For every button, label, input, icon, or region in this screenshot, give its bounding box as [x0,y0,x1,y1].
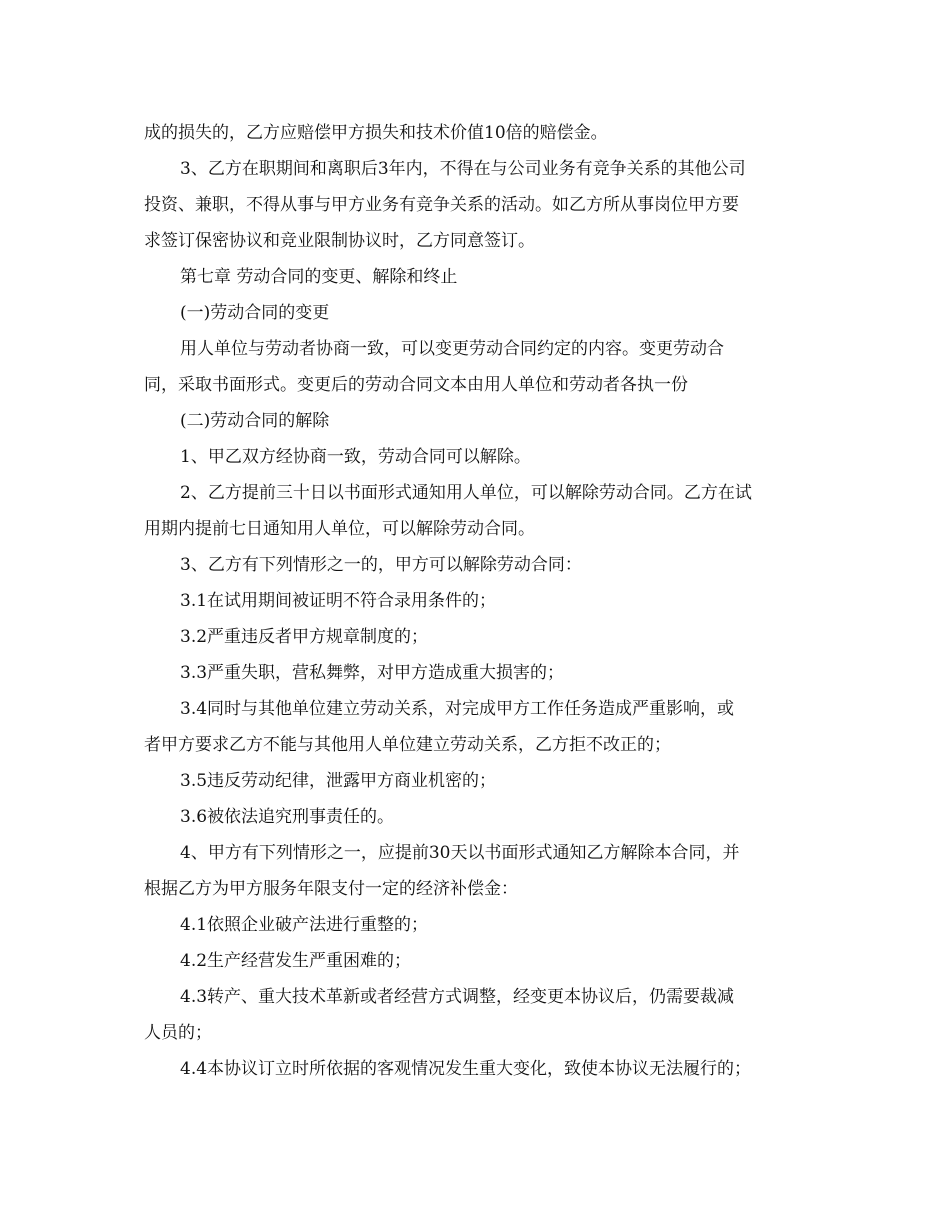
text-line: 成的损失的，乙方应赔偿甲方损失和技术价值10倍的赔偿金。 [144,123,608,143]
text-line: 2、乙方提前三十日以书面形式通知用人单位，可以解除劳动合同。乙方在试 [180,483,752,503]
text-line: 投资、兼职，不得从事与甲方业务有竞争关系的活动。如乙方所从事岗位甲方要 [144,195,739,215]
section-heading: (二)劳动合同的解除 [180,411,330,431]
list-item: 4.4本协议订立时所依据的客观情况发生重大变化，致使本协议无法履行的； [180,1059,752,1079]
text-line: 3、乙方在职期间和离职后3年内，不得在与公司业务有竞争关系的其他公司 [180,159,746,179]
list-item: 3.2严重违反者甲方规章制度的； [180,627,429,647]
list-item: 3.4同时与其他单位建立劳动关系，对完成甲方工作任务造成严重影响，或 [180,699,735,719]
document-body [144,115,808,1087]
text-line: 4、甲方有下列情形之一，应提前30天以书面形式通知乙方解除本合同，并 [180,843,740,863]
list-item: 3.1在试用期间被证明不符合录用条件的； [180,591,497,611]
text-line: 根据乙方为甲方服务年限支付一定的经济补偿金： [144,879,518,899]
list-item: 4.3转产、重大技术革新或者经营方式调整，经变更本协议后，仍需要裁减 [180,987,735,1007]
text-line: 用人单位与劳动者协商一致，可以变更劳动合同约定的内容。变更劳动合 [180,339,724,359]
list-item: 3.3严重失职，营私舞弊，对甲方造成重大损害的； [180,663,565,683]
section-heading: (一)劳动合同的变更 [180,303,330,323]
text-line: 人员的； [144,1023,212,1043]
text-line: 者甲方要求乙方不能与其他用人单位建立劳动关系，乙方拒不改正的； [144,735,671,755]
list-item: 3.6被依法追究刑事责任的。 [180,807,395,827]
text-line: 同，采取书面形式。变更后的劳动合同文本由用人单位和劳动者各执一份 [144,375,688,395]
text-line: 用期内提前七日通知用人单位，可以解除劳动合同。 [144,519,535,539]
list-item: 4.1依照企业破产法进行重整的； [180,915,429,935]
text-line: 1、甲乙双方经协商一致，劳动合同可以解除。 [180,447,531,467]
text-line: 3、乙方有下列情形之一的，甲方可以解除劳动合同： [180,555,582,575]
chapter-heading: 第七章 劳动合同的变更、解除和终止 [180,267,458,287]
text-line: 求签订保密协议和竞业限制协议时，乙方同意签订。 [144,231,535,251]
list-item: 4.2生产经营发生严重困难的； [180,951,412,971]
list-item: 3.5违反劳动纪律，泄露甲方商业机密的； [180,771,497,791]
